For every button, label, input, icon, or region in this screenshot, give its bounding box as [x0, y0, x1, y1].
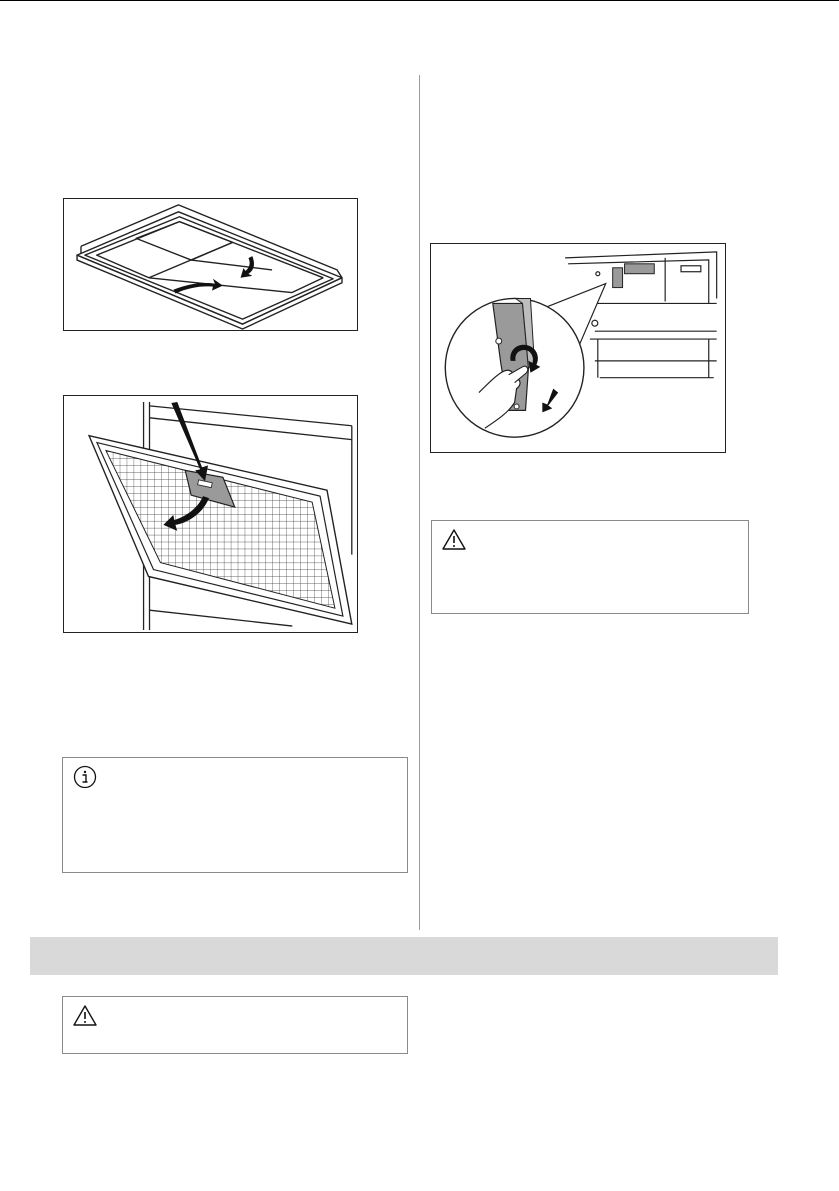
column-divider: [419, 75, 420, 930]
carbon-filter-bracket-illustration: [431, 244, 725, 452]
info-box: [62, 757, 408, 873]
figure-grease-filter: [63, 395, 358, 633]
figure-carbon-filter-bracket: [430, 243, 726, 453]
grease-filter-removal-illustration: [64, 396, 357, 632]
section-heading-band: [30, 937, 778, 975]
page-top-rule: [0, 0, 839, 1]
warning-box-bottom: [62, 996, 408, 1054]
filter-frame-rotate-illustration: [64, 199, 357, 330]
warning-box-right: [431, 520, 749, 614]
info-icon: [73, 765, 97, 789]
warning-icon: [442, 528, 466, 552]
warning-icon: [73, 1004, 97, 1028]
figure-filter-frame: [63, 198, 358, 331]
